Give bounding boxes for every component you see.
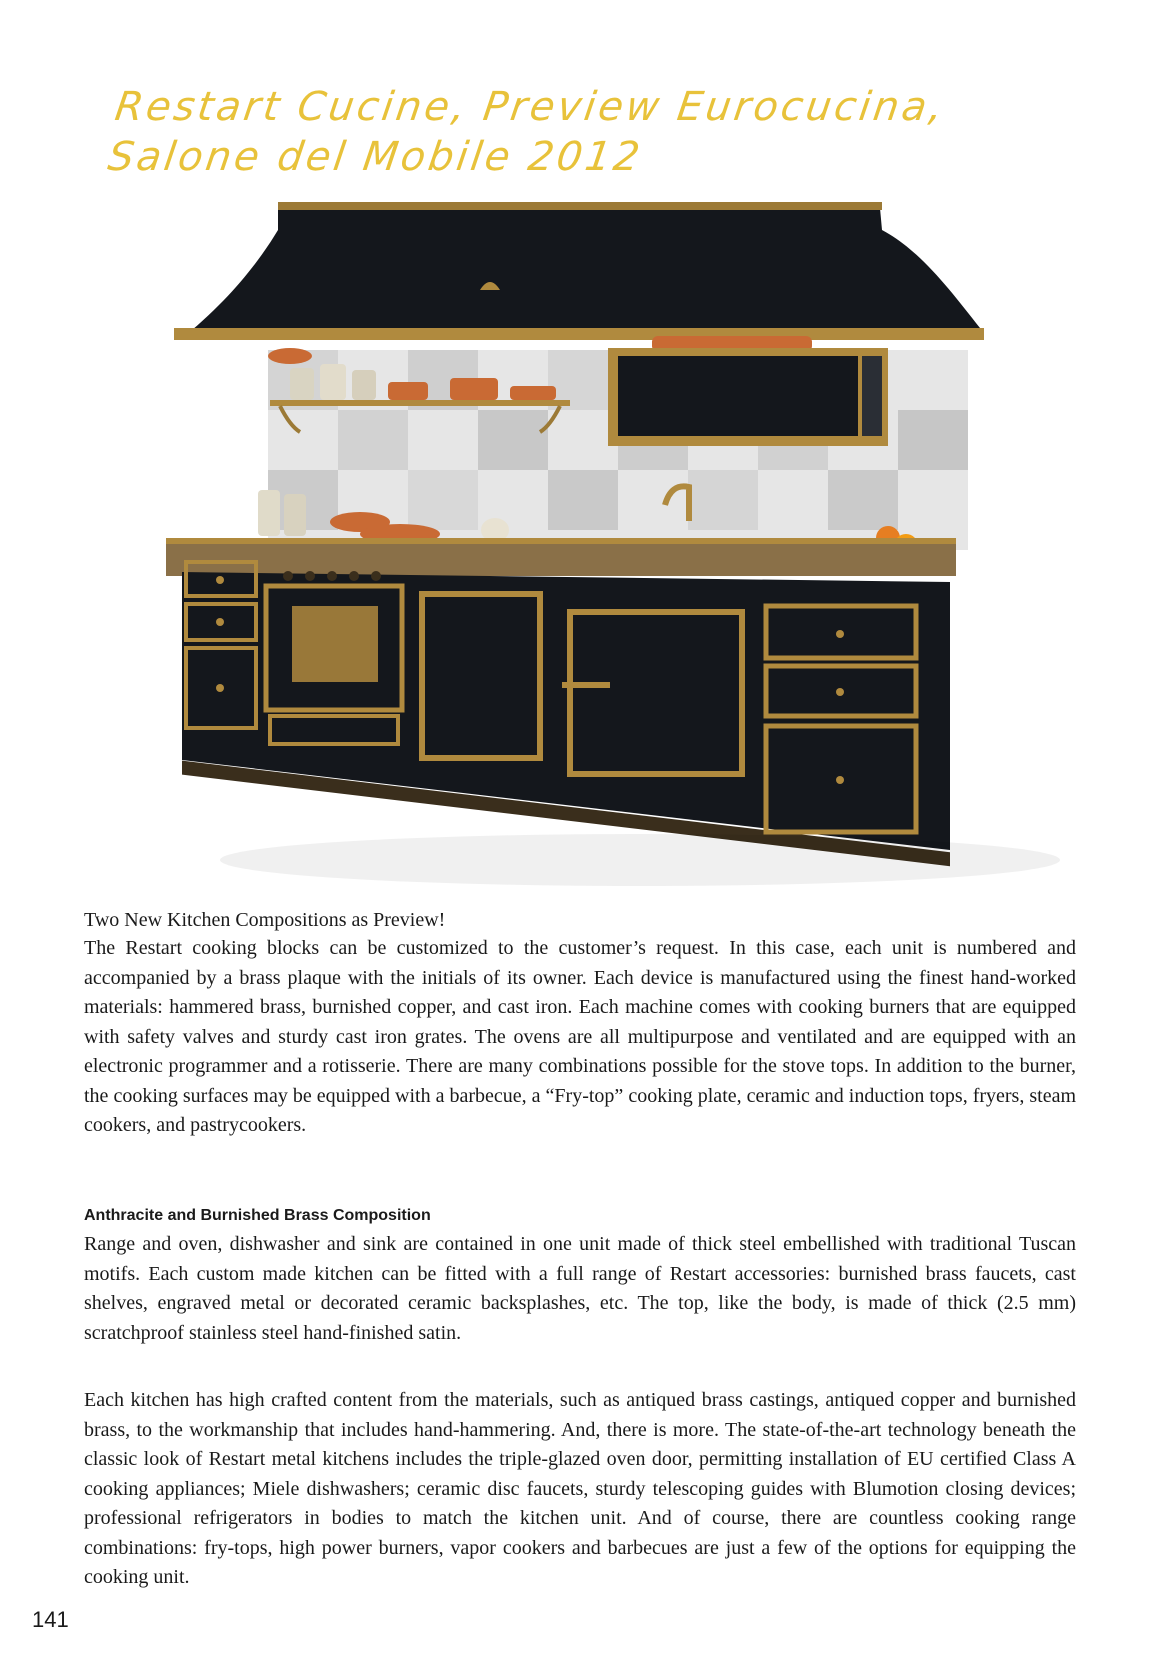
countertop <box>166 540 956 576</box>
floor-shadow <box>220 834 1060 886</box>
article-paragraph-2: Range and oven, dishwasher and sink are contained in one unit made of thick steel embellished with traditional Tuscan motifs. Each custom made kitchen can be fitted with a full range of Restart accessories: burnished brass faucets, cast shelves, engraved metal or decorated ceramic backsplashes, etc. The top, like the body, is made of thick (2.5 mm) scratchproof stainless steel hand-finished satin. <box>84 1233 1076 1344</box>
page-title-line-1: Restart Cucine, Preview Eurocucina, <box>112 84 949 130</box>
kitchen-photo <box>160 160 1120 920</box>
section-heading: Anthracite and Burnished Brass Composition <box>84 1207 431 1224</box>
range-hood <box>174 202 984 340</box>
page-number: 141 <box>32 1607 69 1632</box>
base-cabinets <box>182 562 950 866</box>
article-paragraph-1: The Restart cooking blocks can be customized to the customer’s request. In this case, each unit is numbered and accompanied by a brass plaque with the initials of its owner. Each device is manufactured using the finest hand-worked materials: hammered brass, burnished copper, and cast iron. Each machine comes with cooking burners that are equipped with safety valves and sturdy cast iron grates. The ovens are all multipurpose and ventilated and are equipped with an electronic programmer and a rotisserie. There are many combinations possible for the stove tops. In addition to the burner, the cooking surfaces may be equipped with a barbecue, a “Fry-top” cooking plate, ceramic and induction tops, fryers, steam cookers, and pastrycookers. <box>84 937 1076 1136</box>
page-title-line-2: Salone del Mobile 2012 <box>105 134 646 180</box>
article-paragraph-3: Each kitchen has high crafted content from the materials, such as antiqued brass castings, antiqued copper and burnished brass, to the workmanship that includes hand-hammering. And, there is more. The state-of-the-art technology beneath the classic look of Restart metal kitchens includes the triple-glazed oven door, permitting installation of EU certified Class A cooking appliances; Miele dishwashers; ceramic disc faucets, sturdy telescoping guides with Blumotion closing devices; professional refrigerators in bodies to match the kitchen unit. And of course, there are countless cooking range combinations: fry-tops, high power burners, vapor cookers and barbecues are just a few of the options for equipping the cooking unit. <box>84 1389 1076 1588</box>
wall-cabinet <box>608 348 888 446</box>
intro-heading: Two New Kitchen Compositions as Preview! <box>84 909 446 931</box>
